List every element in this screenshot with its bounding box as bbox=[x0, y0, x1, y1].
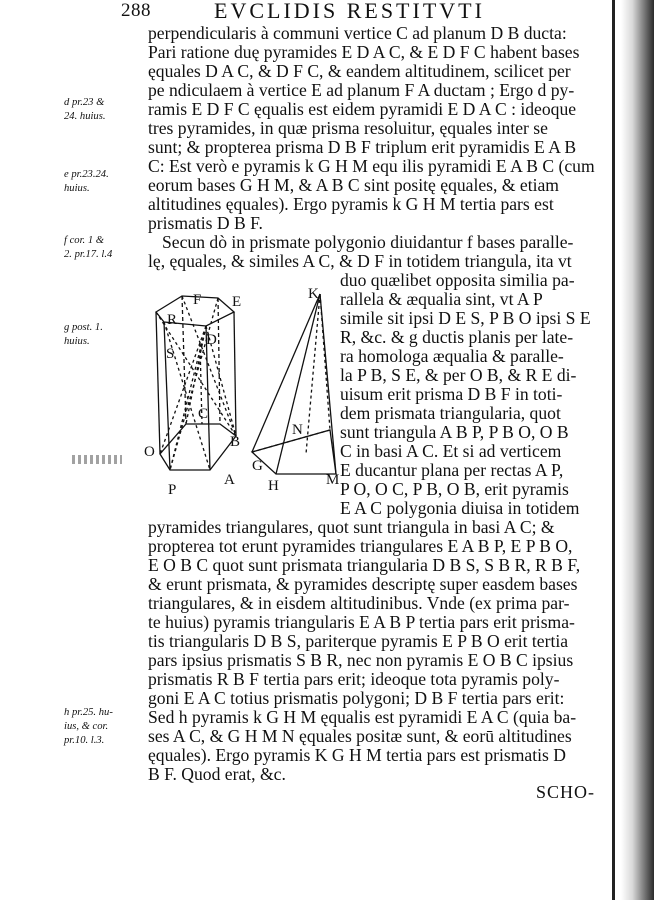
page-number: 288 bbox=[121, 0, 151, 21]
body-line: Sed h pyramis k G H M ęqualis est pyramidi E A C (quia ba- bbox=[148, 707, 577, 727]
body-line: Pari ratione duę pyramides E D A C, & E D F C habent bases bbox=[148, 42, 580, 62]
margin-note-line: 2. pr.17. l.4 bbox=[64, 249, 113, 260]
body-line: perpendicularis à communi vertice C ad planum D B ducta: bbox=[148, 23, 567, 43]
label-C: C bbox=[198, 406, 209, 422]
margin-note-line: 24. huius. bbox=[64, 111, 106, 122]
body-line: sunt; & propterea prisma D B F triplum erit pyramidis E A B bbox=[148, 137, 577, 157]
margin-note-g bbox=[64, 321, 140, 349]
body-line-right: E A C polygonia diuisa in totidem bbox=[340, 498, 580, 518]
label-E: E bbox=[232, 294, 242, 310]
margin-note-d bbox=[64, 96, 140, 124]
pyramid-drawing bbox=[252, 294, 336, 474]
margin-note-line: e pr.23.24. bbox=[64, 169, 109, 180]
body-line-right: uisum erit prisma D B F in toti- bbox=[340, 384, 563, 404]
label-F: F bbox=[193, 292, 202, 308]
body-line-right: R, &c. & g ductis planis per late- bbox=[340, 327, 574, 347]
body-line-right: C in basi A C. Et si ad verticem bbox=[340, 441, 562, 461]
label-G: G bbox=[252, 458, 263, 474]
margin-note-e bbox=[64, 168, 140, 196]
page-edge-line bbox=[612, 0, 615, 900]
body-line: E O B C quot sunt prismata triangularia D B S, S B R, R B F, bbox=[148, 555, 581, 575]
margin-note-line: g post. 1. bbox=[64, 322, 103, 333]
margin-note-line: huius. bbox=[64, 336, 90, 347]
body-line-right: rallela & æqualia sint, vt A P bbox=[340, 289, 543, 309]
body-line: B F. Quod erat, &c. bbox=[148, 764, 286, 784]
label-D: D bbox=[206, 332, 217, 348]
body-line: C: Est verò e pyramis k G H M equ ilis pyramidi E A B C (cum bbox=[148, 156, 595, 176]
margin-note-line: f cor. 1 & bbox=[64, 235, 105, 246]
body-line: te huius) pyramis triangularis E A B P tertia pars erit prisma- bbox=[148, 612, 575, 632]
label-O: O bbox=[144, 444, 155, 460]
body-line: goni E A C totius prismatis polygoni; D B F tertia pars erit: bbox=[148, 688, 565, 708]
body-line-right: duo quælibet opposita similia pa- bbox=[340, 270, 575, 290]
body-line: prismatis R B F tertia pars erit; ideoque tota pyramis poly- bbox=[148, 669, 560, 689]
label-K: K bbox=[308, 286, 319, 302]
margin-note-line: ius, & cor. bbox=[64, 721, 109, 732]
margin-note-h bbox=[64, 706, 140, 748]
body-line-right: sunt triangula A B P, P B O, O B bbox=[340, 422, 569, 442]
body-line: Secun dò in prismate polygonio diuidantur f bases paralle- bbox=[162, 232, 574, 252]
body-line: tis triangularis D B S, pariterque pyramis E P B O erit tertia bbox=[148, 631, 569, 651]
body-line: pe ndiculaem à vertice E ad planum F A ductam ; Ergo d py- bbox=[148, 80, 575, 100]
body-line: prismatis D B F. bbox=[148, 213, 263, 233]
label-P: P bbox=[168, 482, 177, 498]
label-R: R bbox=[167, 312, 178, 328]
body-line-right: simile sit ipsi D E S, P B O ipsi S E bbox=[340, 308, 591, 328]
catchword: SCHO- bbox=[536, 782, 596, 802]
body-line: ses A C, & G H M N ęquales positæ sunt, & eorū altitudines bbox=[148, 726, 572, 746]
margin-note-line: d pr.23 & bbox=[64, 97, 105, 108]
margin-note-line: pr.10. l.3. bbox=[64, 735, 105, 746]
body-line: ramis E D F C ęqualis est eidem pyramidi E D A C : ideoque bbox=[148, 99, 577, 119]
running-title: EVCLIDIS RESTITVTI bbox=[214, 0, 485, 23]
body-line-right: la P B, S E, & per O B, & R E di- bbox=[340, 365, 577, 385]
body-line: ęquales). Ergo pyramis K G H M tertia pars est prismatis D bbox=[148, 745, 566, 765]
body-line-right: dem prismata triangularia, quot bbox=[340, 403, 561, 423]
prism-pyramid-figure bbox=[140, 284, 340, 506]
label-H: H bbox=[268, 478, 279, 494]
book-spine-shadow bbox=[621, 0, 654, 900]
body-line: tres pyramides, in quæ prisma resoluitur, ęquales inter se bbox=[148, 118, 548, 138]
margin-note-line: h pr.25. hu- bbox=[64, 707, 113, 718]
body-line: & erunt prismata, & pyramides descriptę super easdem bases bbox=[148, 574, 578, 594]
body-line: pars ipsius prismatis S B R, nec non pyramis E O B C ipsius bbox=[148, 650, 574, 670]
label-S: S bbox=[166, 346, 175, 362]
margin-note-line: huius. bbox=[64, 183, 90, 194]
body-line: lę, ęquales, & similes A C, & D F in totidem triangula, ita vt bbox=[148, 251, 572, 271]
label-A: A bbox=[224, 472, 235, 488]
body-line-right: ra homologa æqualia & paralle- bbox=[340, 346, 564, 366]
body-line: pyramides triangulares, quot sunt triangula in basi A C; & bbox=[148, 517, 555, 537]
body-line: ęquales D A C, & D F C, & eandem altitudinem, scilicet per bbox=[148, 61, 571, 81]
label-B: B bbox=[230, 434, 241, 450]
body-line-right: P O, O C, P B, O B, erit pyramis bbox=[340, 479, 569, 499]
label-M: M bbox=[326, 472, 340, 488]
label-N: N bbox=[292, 422, 303, 438]
body-line: triangulares, & in eisdem altitudinibus. Vnde (ex prima par- bbox=[148, 593, 570, 613]
body-line: propterea tot erunt pyramides triangulares E A B P, E P B O, bbox=[148, 536, 573, 556]
body-line: altitudines ęquales). Ergo pyramis k G H M tertia pars est bbox=[148, 194, 554, 214]
margin-note-f bbox=[64, 234, 140, 262]
body-line: eorum bases G H M, & A B C sint positę ęquales, & etiam bbox=[148, 175, 559, 195]
ink-smudge bbox=[72, 455, 122, 464]
body-line-right: E ducantur plana per rectas A P, bbox=[340, 460, 564, 480]
